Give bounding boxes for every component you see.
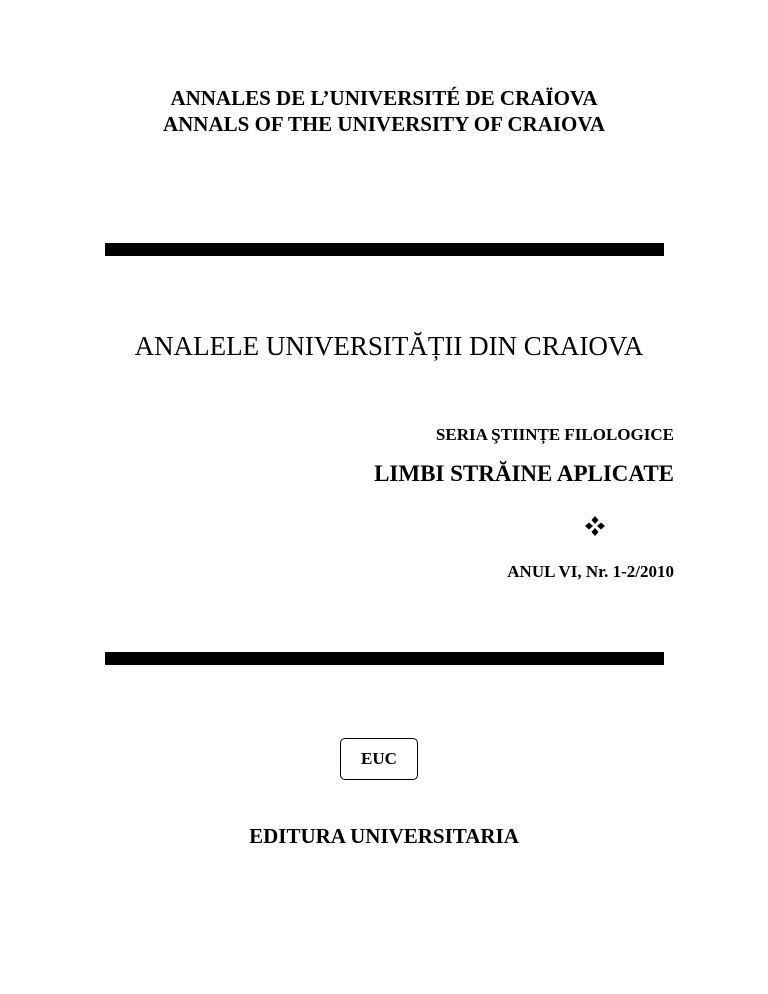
issue-number: ANUL VI, Nr. 1-2/2010 [507, 562, 674, 581]
euc-logo [340, 738, 418, 780]
top-divider-bar [105, 243, 664, 256]
french-title-line: ANNALES DE L’UNIVERSITÉ DE CRAÏOVA [170, 86, 598, 110]
series-name: SERIA ŞTIINȚE FILOLOGICE [435, 425, 674, 444]
euc-logo-text: EUC [361, 749, 397, 768]
english-title-line: ANNALS OF THE UNIVERSITY OF CRAIOVA [162, 112, 606, 136]
main-title: ANALELE UNIVERSITĂȚII DIN CRAIOVA [134, 331, 644, 361]
publisher-name: EDITURA UNIVERSITARIA [249, 824, 519, 848]
four-diamond-ornament-icon [584, 515, 606, 537]
bottom-divider-bar [105, 652, 664, 665]
subseries-name: LIMBI STRĂINE APLICATE [374, 461, 674, 486]
